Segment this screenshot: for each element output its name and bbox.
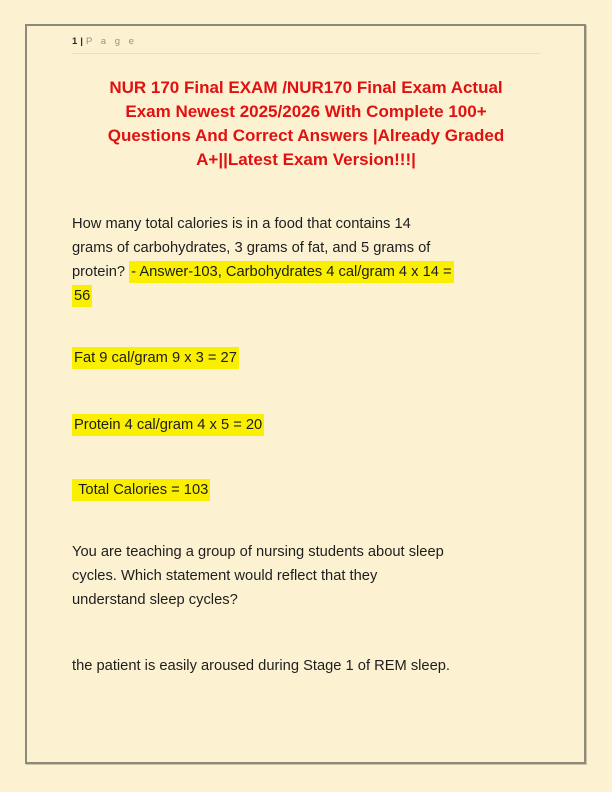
question-1 — [72, 212, 540, 308]
question-2-line-2: cycles. Which statement would reflect that they — [72, 568, 378, 584]
question-1-line-1: How many total calories is in a food that contains 14 — [72, 216, 411, 232]
exam-title-line-2: Exam Newest 2025/2026 With Complete 100+ — [125, 102, 487, 121]
answer-1-highlight: - Answer-103, Carbohydrates 4 cal/gram 4 x 14 = — [129, 261, 453, 283]
question-1-line-3-text: protein? — [72, 264, 130, 280]
question-2 — [72, 540, 540, 612]
question-2-line-1: You are teaching a group of nursing students about sleep — [72, 544, 444, 560]
question-1-line-2: grams of carbohydrates, 3 grams of fat, and 5 grams of — [72, 240, 431, 256]
exam-title-line-4: A+||Latest Exam Version!!!| — [196, 150, 416, 169]
page-header — [72, 36, 540, 54]
answer-2: the patient is easily aroused during Stage 1 of REM sleep. — [72, 658, 451, 674]
protein-calculation-highlight: Protein 4 cal/gram 4 x 5 = 20 — [72, 414, 264, 436]
page-header-separator: | — [80, 36, 83, 47]
page-label: P a g e — [85, 36, 137, 47]
page-content — [72, 26, 540, 678]
fat-calculation-line — [72, 346, 540, 370]
exam-title-line-3: Questions And Correct Answers |Already Graded — [107, 126, 505, 145]
page-number: 1 — [72, 36, 78, 47]
exam-title-line-1: NUR 170 Final EXAM /NUR170 Final Exam Actual — [109, 78, 503, 97]
exam-title — [72, 76, 540, 172]
total-calories-line — [72, 478, 540, 502]
question-1-line-3 — [72, 260, 540, 284]
fat-calculation-highlight: Fat 9 cal/gram 9 x 3 = 27 — [72, 347, 239, 369]
page-border-frame — [25, 24, 586, 764]
answer-1-highlight-continued: 56 — [72, 285, 92, 307]
question-2-line-3: understand sleep cycles? — [72, 592, 238, 608]
question-1-line-4 — [72, 284, 540, 308]
protein-calculation-line — [72, 413, 540, 437]
total-calories-highlight: Total Calories = 103 — [72, 479, 210, 501]
